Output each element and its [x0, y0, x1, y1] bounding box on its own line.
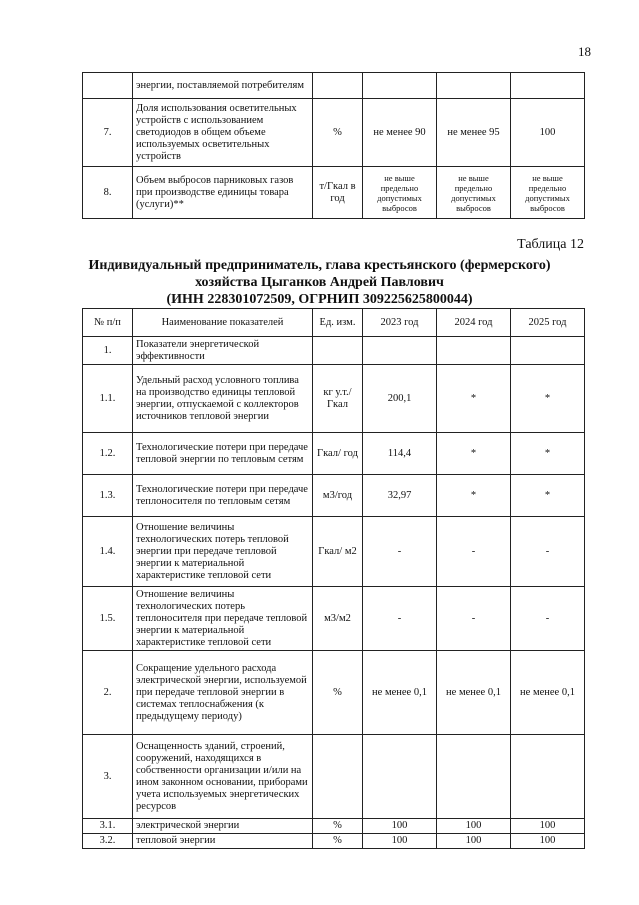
- table-12: [82, 308, 585, 849]
- value-2023: -: [363, 517, 437, 587]
- indicator-name: энергии, поставляемой потребителям: [133, 73, 313, 99]
- table-row: [83, 819, 585, 834]
- value-2025: [511, 337, 585, 365]
- table-row: [83, 99, 585, 167]
- value-2023: -: [363, 587, 437, 651]
- row-number: 1.2.: [83, 433, 133, 475]
- table-row: [83, 475, 585, 517]
- header-2025: 2025 год: [511, 309, 585, 337]
- indicator-name: Объем выбросов парниковых газов при производстве единицы товара (услуги)**: [133, 167, 313, 219]
- table-title-line-2: хозяйства Цыганков Андрей Павлович: [195, 275, 444, 290]
- unit-cell: м3/год: [313, 475, 363, 517]
- table-row: [83, 587, 585, 651]
- row-number: 2.: [83, 651, 133, 735]
- value-2024: *: [437, 475, 511, 517]
- indicator-name: Отношение величины технологических потерь теплоносителя при передаче тепловой энергии к материальной характеристике тепловой сети: [133, 587, 313, 651]
- row-number: 1.4.: [83, 517, 133, 587]
- row-number: 1.: [83, 337, 133, 365]
- unit-cell: т/Гкал в год: [313, 167, 363, 219]
- value-2024: 100: [437, 834, 511, 849]
- table-row: [83, 735, 585, 819]
- value-2024: 100: [437, 819, 511, 834]
- indicator-name: Доля использования осветительных устройств с использованием светодиодов в общем объеме используемых осветительных устройств: [133, 99, 313, 167]
- indicator-name: тепловой энергии: [133, 834, 313, 849]
- table-title-line-1: Индивидуальный предприниматель, глава крестьянского (фермерского): [88, 258, 551, 273]
- value-2024: не выше предельно допустимых выбросов: [437, 167, 511, 219]
- value-2023: 100: [363, 819, 437, 834]
- value-2025: не выше предельно допустимых выбросов: [511, 167, 585, 219]
- value-2025: *: [511, 433, 585, 475]
- value-2025: [511, 735, 585, 819]
- table-row: [83, 337, 585, 365]
- table-row: [83, 433, 585, 475]
- value-2024: [437, 73, 511, 99]
- value-2025: *: [511, 475, 585, 517]
- header-2023: 2023 год: [363, 309, 437, 337]
- value-2024: -: [437, 517, 511, 587]
- unit-cell: [313, 337, 363, 365]
- header-unit: Ед. изм.: [313, 309, 363, 337]
- unit-cell: %: [313, 834, 363, 849]
- row-number: 8.: [83, 167, 133, 219]
- row-number: 3.2.: [83, 834, 133, 849]
- value-2025: 100: [511, 834, 585, 849]
- value-2025: *: [511, 365, 585, 433]
- unit-cell: %: [313, 819, 363, 834]
- unit-cell: Гкал/ год: [313, 433, 363, 475]
- value-2023: 32,97: [363, 475, 437, 517]
- value-2025: 100: [511, 819, 585, 834]
- row-number: 1.1.: [83, 365, 133, 433]
- value-2024: [437, 337, 511, 365]
- value-2023: [363, 73, 437, 99]
- table-row: [83, 651, 585, 735]
- value-2025: -: [511, 587, 585, 651]
- table-caption-label: Таблица 12: [517, 237, 584, 252]
- value-2024: не менее 0,1: [437, 651, 511, 735]
- header-number: № п/п: [83, 309, 133, 337]
- value-2023: не менее 0,1: [363, 651, 437, 735]
- table-row: [83, 365, 585, 433]
- value-2025: -: [511, 517, 585, 587]
- indicator-name: Технологические потери при передаче теплоносителя по тепловым сетям: [133, 475, 313, 517]
- page-number: 18: [578, 44, 591, 59]
- row-number: 3.: [83, 735, 133, 819]
- table-top-continuation: [82, 72, 585, 219]
- unit-cell: кг у.т./ Гкал: [313, 365, 363, 433]
- table-header-row: [83, 309, 585, 337]
- value-2023: 200,1: [363, 365, 437, 433]
- table-row: [83, 517, 585, 587]
- unit-cell: [313, 73, 363, 99]
- value-2023: [363, 337, 437, 365]
- table-row: [83, 167, 585, 219]
- row-number: [83, 73, 133, 99]
- value-2024: [437, 735, 511, 819]
- value-2025: [511, 73, 585, 99]
- table-row: [83, 834, 585, 849]
- indicator-name: Отношение величины технологических потерь тепловой энергии при передаче тепловой энергии к материальной характеристике тепловой сети: [133, 517, 313, 587]
- value-2023: [363, 735, 437, 819]
- indicator-name: Удельный расход условного топлива на производство единицы тепловой энергии, отпускаемой с коллекторов источников тепловой энергии: [133, 365, 313, 433]
- indicator-name: Показатели энергетической эффективности: [133, 337, 313, 365]
- row-number: 1.3.: [83, 475, 133, 517]
- indicator-name: Сокращение удельного расхода электрической энергии, используемой при передаче тепловой энергии в системах теплоснабжения (к предыдущему периоду): [133, 651, 313, 735]
- unit-cell: %: [313, 651, 363, 735]
- table-row: [83, 73, 585, 99]
- header-2024: 2024 год: [437, 309, 511, 337]
- value-2023: 114,4: [363, 433, 437, 475]
- indicator-name: Оснащенность зданий, строений, сооружений, находящихся в собственности организации и/или на ином законном основании, приборами учета используемых энергетических ресурсов: [133, 735, 313, 819]
- unit-cell: [313, 735, 363, 819]
- value-2025: 100: [511, 99, 585, 167]
- unit-cell: %: [313, 99, 363, 167]
- indicator-name: Технологические потери при передаче тепловой энергии по тепловым сетям: [133, 433, 313, 475]
- value-2024: *: [437, 433, 511, 475]
- table-title-line-3: (ИНН 228301072509, ОГРНИП 309225625800044): [166, 292, 473, 307]
- value-2023: 100: [363, 834, 437, 849]
- value-2024: не менее 95: [437, 99, 511, 167]
- unit-cell: Гкал/ м2: [313, 517, 363, 587]
- indicator-name: электрической энергии: [133, 819, 313, 834]
- header-name: Наименование показателей: [133, 309, 313, 337]
- row-number: 7.: [83, 99, 133, 167]
- row-number: 1.5.: [83, 587, 133, 651]
- unit-cell: м3/м2: [313, 587, 363, 651]
- value-2024: -: [437, 587, 511, 651]
- value-2025: не менее 0,1: [511, 651, 585, 735]
- value-2024: *: [437, 365, 511, 433]
- value-2023: не выше предельно допустимых выбросов: [363, 167, 437, 219]
- row-number: 3.1.: [83, 819, 133, 834]
- value-2023: не менее 90: [363, 99, 437, 167]
